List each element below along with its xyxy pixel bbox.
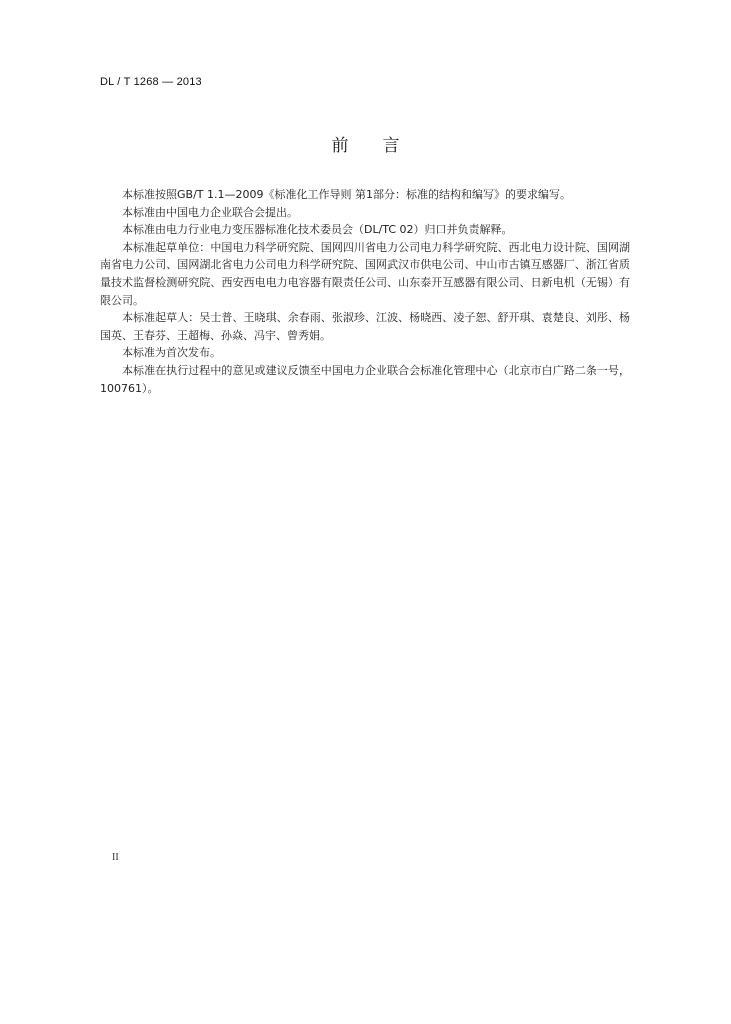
paragraph-interpretation: 本标准由电力行业电力变压器标准化技术委员会（DL/TC 02）归口并负责解释。 xyxy=(122,223,513,237)
paragraph-drafters: 本标准起草人：吴士普、王晓琪、余春雨、张淑珍、江波、杨晓西、凌子恕、舒开琪、袁楚良、刘彤、杨国英、王春芬、王超梅、孙焱、冯宇、曾秀娟。 xyxy=(100,311,630,342)
standard-code: DL / T 1268 — 2013 xyxy=(100,76,202,88)
foreword-body xyxy=(100,186,630,397)
paragraph-compilation-basis: 本标准按照GB/T 1.1—2009《标准化工作导则 第1部分：标准的结构和编写》的要求编写。 xyxy=(122,188,571,201)
paragraph-feedback: 本标准在执行过程中的意见或建议反馈至中国电力企业联合会标准化管理中心（北京市白广路二条一号，100761）。 xyxy=(100,363,630,395)
page-title: 前言 xyxy=(331,136,434,156)
paragraph-first-release: 本标准为首次发布。 xyxy=(122,346,221,360)
paragraph-drafting-units: 本标准起草单位：中国电力科学研究院、国网四川省电力公司电力科学研究院、西北电力设计院、国网湖南省电力公司、国网湖北省电力公司电力科学研究院、国网武汉市供电公司、中山市古镇互感器厂、浙江省质量技术监督检测研究院、西安西电电力电容器有限责任公司、山东泰开互感器有限公司、日新电机（无锡）有限公司。 xyxy=(100,240,630,307)
paragraph-proposer: 本标准由中国电力企业联合会提出。 xyxy=(122,205,298,219)
page-number: II xyxy=(112,852,119,863)
